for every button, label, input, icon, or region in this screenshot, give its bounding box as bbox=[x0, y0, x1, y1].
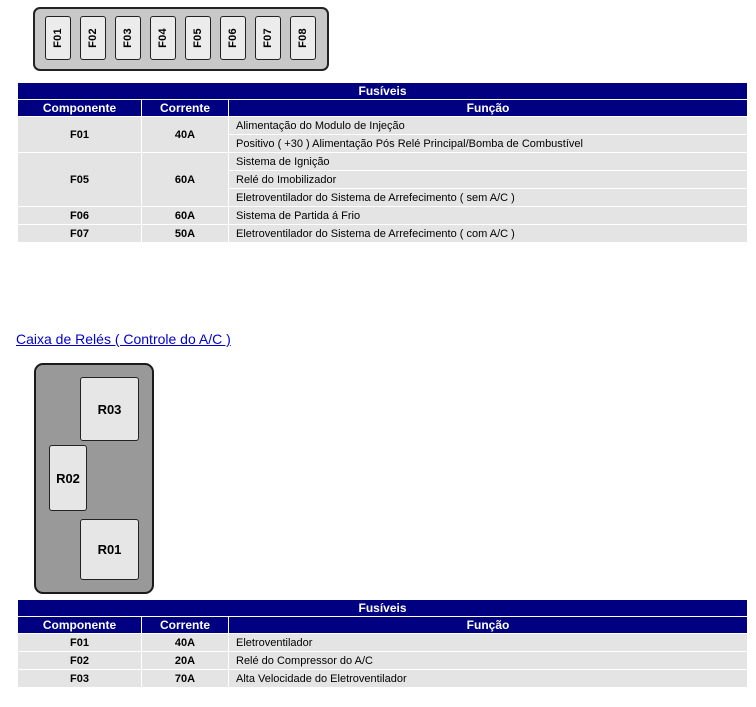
funcao-cell: Alimentação do Modulo de Injeção bbox=[229, 117, 748, 135]
componente-cell: F05 bbox=[18, 153, 142, 207]
funcao-cell: Positivo ( +30 ) Alimentação Pós Relé Principal/Bomba de Combustível bbox=[229, 135, 748, 153]
table-title: Fusíveis bbox=[18, 600, 748, 617]
column-header-funcao: Função bbox=[229, 617, 748, 634]
funcao-cell: Sistema de Partida á Frio bbox=[229, 207, 748, 225]
funcao-cell: Relé do Imobilizador bbox=[229, 171, 748, 189]
corrente-cell: 40A bbox=[142, 117, 229, 153]
table-row bbox=[18, 634, 748, 652]
corrente-cell: 20A bbox=[142, 652, 229, 670]
componente-cell: F03 bbox=[18, 670, 142, 688]
funcao-cell: Sistema de Ignição bbox=[229, 153, 748, 171]
relay-fuse-table bbox=[17, 599, 748, 688]
corrente-cell: 60A bbox=[142, 153, 229, 207]
table-row bbox=[18, 153, 748, 171]
fuse-box-diagram bbox=[33, 7, 329, 71]
componente-cell: F01 bbox=[18, 634, 142, 652]
componente-cell: F02 bbox=[18, 652, 142, 670]
fuse-label: F06 bbox=[226, 28, 239, 48]
table-row bbox=[18, 225, 748, 243]
funcao-cell: Alta Velocidade do Eletroventilador bbox=[229, 670, 748, 688]
fuse-slot bbox=[290, 16, 316, 60]
fuse-slot bbox=[255, 16, 281, 60]
fuse-label: F08 bbox=[296, 28, 309, 48]
fuse-slot bbox=[150, 16, 176, 60]
table-title: Fusíveis bbox=[18, 83, 748, 100]
column-header-corrente: Corrente bbox=[142, 100, 229, 117]
column-header-corrente: Corrente bbox=[142, 617, 229, 634]
funcao-cell: Eletroventilador do Sistema de Arrefecimento ( com A/C ) bbox=[229, 225, 748, 243]
componente-cell: F01 bbox=[18, 117, 142, 153]
componente-cell: F07 bbox=[18, 225, 142, 243]
table-row bbox=[18, 117, 748, 135]
fuse-table bbox=[17, 82, 748, 243]
corrente-cell: 60A bbox=[142, 207, 229, 225]
funcao-cell: Eletroventilador do Sistema de Arrefecimento ( sem A/C ) bbox=[229, 189, 748, 207]
relay-box-diagram bbox=[34, 363, 154, 594]
fuse-label: F02 bbox=[86, 28, 99, 48]
column-header-componente: Componente bbox=[18, 100, 142, 117]
corrente-cell: 40A bbox=[142, 634, 229, 652]
column-header-funcao: Função bbox=[229, 100, 748, 117]
componente-cell: F06 bbox=[18, 207, 142, 225]
column-header-componente: Componente bbox=[18, 617, 142, 634]
table-row bbox=[18, 207, 748, 225]
table-row bbox=[18, 652, 748, 670]
corrente-cell: 70A bbox=[142, 670, 229, 688]
fuse-label: F07 bbox=[261, 28, 274, 48]
relay-box-link[interactable]: Caixa de Relés ( Controle do A/C ) bbox=[16, 331, 231, 347]
table-row bbox=[18, 670, 748, 688]
relay-r02: R02 bbox=[49, 445, 87, 511]
fuse-slot bbox=[220, 16, 246, 60]
funcao-cell: Relé do Compressor do A/C bbox=[229, 652, 748, 670]
fuse-label: F01 bbox=[51, 28, 64, 48]
fuse-label: F05 bbox=[191, 28, 204, 48]
funcao-cell: Eletroventilador bbox=[229, 634, 748, 652]
fuse-slot bbox=[115, 16, 141, 60]
corrente-cell: 50A bbox=[142, 225, 229, 243]
fuse-label: F04 bbox=[156, 28, 169, 48]
fuse-slot bbox=[185, 16, 211, 60]
fuse-slot bbox=[45, 16, 71, 60]
relay-r03: R03 bbox=[80, 377, 139, 441]
relay-r01: R01 bbox=[80, 519, 139, 580]
fuse-slot bbox=[80, 16, 106, 60]
fuse-label: F03 bbox=[121, 28, 134, 48]
